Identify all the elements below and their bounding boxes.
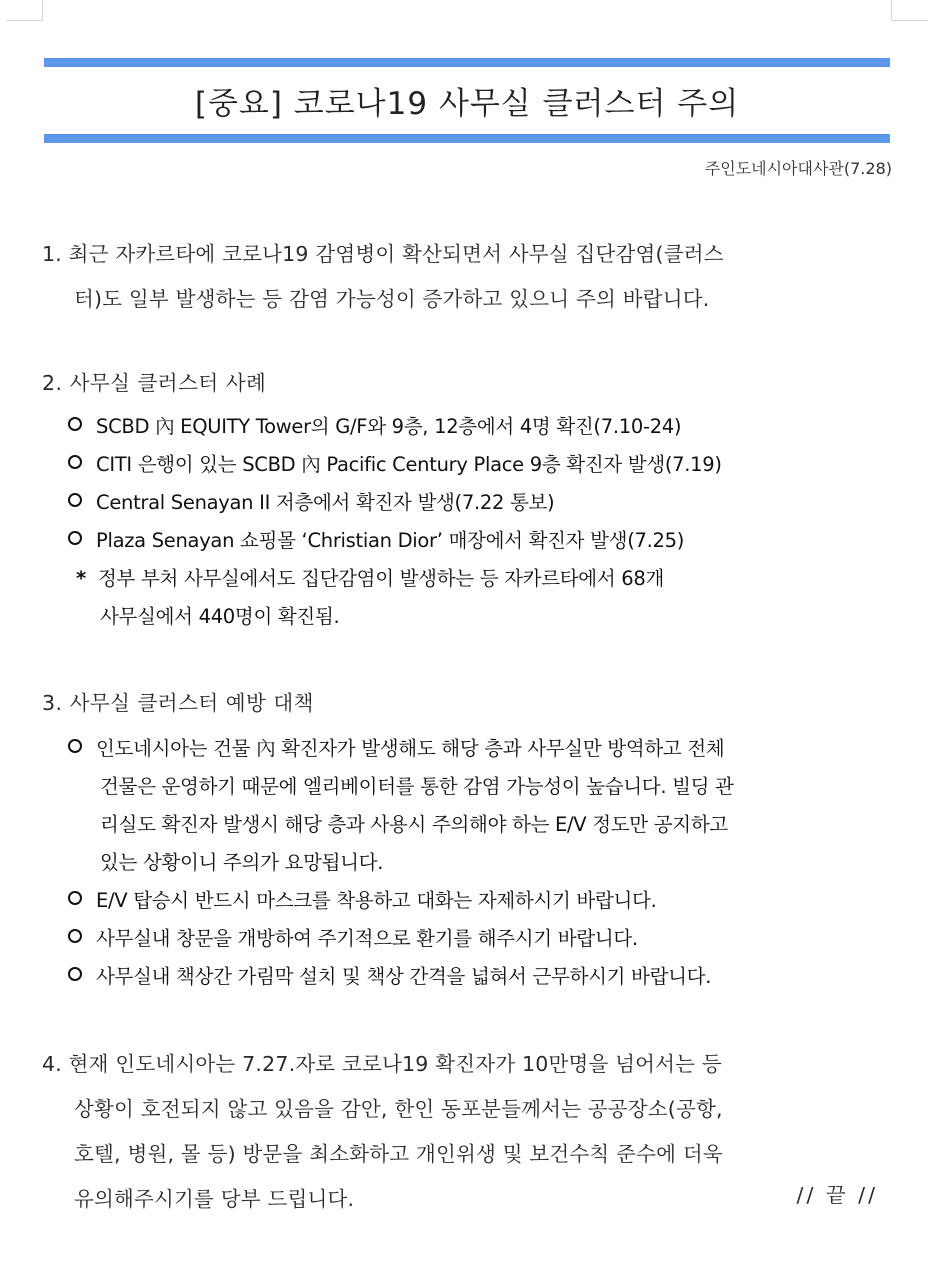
author-date: 주인도네시아대사관(7.28) (704, 159, 892, 178)
list-item-text-cont: 리실도 확진자 발생시 해당 층과 사용시 주의해야 하는 E/V 정도만 공지하고 (100, 813, 728, 836)
page-corner-left (6, 0, 43, 21)
section-3-list (68, 730, 896, 996)
list-item-text: CITI 은행이 있는 SCBD 內 Pacific Century Place 9층 확진자 발생(7.19) (96, 453, 722, 476)
paragraph-4-line-2: 상황이 호전되지 않고 있음을 감안, 한인 동포분들께서는 공공장소(공항, (74, 1097, 723, 1121)
paragraph-4-line-4: 유의해주시기를 당부 드립니다. (74, 1187, 355, 1211)
document-title: [중요] 코로나19 사무실 클러스터 주의 (194, 86, 740, 122)
bullet-circle-icon (68, 493, 82, 507)
list-item-text-cont: 있는 상황이니 주의가 요망됩니다. (100, 851, 384, 874)
list-item-text: E/V 탑승시 반드시 마스크를 착용하고 대화는 자제하시기 바랍니다. (96, 889, 657, 912)
section-2-heading: 2. 사무실 클러스터 사례 (42, 371, 267, 395)
list-item (68, 882, 896, 920)
bullet-circle-icon (68, 891, 82, 905)
section-3-heading: 3. 사무실 클러스터 예방 대책 (42, 691, 314, 715)
list-item (68, 484, 896, 522)
bullet-circle-icon (68, 929, 82, 943)
list-item-text: SCBD 內 EQUITY Tower의 G/F와 9층, 12층에서 4명 확진(7.10-24) (96, 415, 682, 438)
bullet-circle-icon (68, 739, 82, 753)
paragraph-4-line-3: 호텔, 병원, 몰 등) 방문을 최소화하고 개인위생 및 보건수칙 준수에 더욱 (74, 1142, 723, 1166)
list-item-text: 사무실내 책상간 가림막 설치 및 책상 간격을 넓혀서 근무하시기 바랍니다. (96, 965, 712, 988)
title-rule-bottom (44, 134, 890, 143)
list-item-text: Central Senayan II 저층에서 확진자 발생(7.22 통보) (96, 491, 555, 514)
note-item-cont (68, 598, 896, 636)
list-item (68, 408, 896, 446)
bullet-circle-icon (68, 531, 82, 545)
list-item (68, 522, 896, 560)
title-rule-top (44, 58, 890, 67)
note-item (68, 560, 896, 598)
page-corner-right (891, 0, 928, 21)
paragraph-4-line-1: 4. 현재 인도네시아는 7.27.자로 코로나19 확진자가 10만명을 넘어서는 등 (42, 1052, 722, 1076)
section-2-list (68, 408, 896, 636)
list-item-text-cont: 건물은 운영하기 때문에 엘리베이터를 통한 감염 가능성이 높습니다. 빌딩 관 (100, 775, 734, 798)
paragraph-1-line-2: 터)도 일부 발생하는 등 감염 가능성이 증가하고 있으니 주의 바랍니다. (74, 287, 710, 311)
asterisk-icon: * (76, 567, 86, 590)
bullet-circle-icon (68, 967, 82, 981)
bullet-circle-icon (68, 455, 82, 469)
paragraph-1 (42, 232, 892, 322)
list-item (68, 920, 896, 958)
list-item (68, 730, 896, 768)
paragraph-4 (42, 1042, 892, 1222)
list-item-text: 인도네시아는 건물 內 확진자가 발생해도 해당 층과 사무실만 방역하고 전체 (96, 737, 725, 760)
list-item-text: Plaza Senayan 쇼핑몰 ‘Christian Dior’ 매장에서 확진자 발생(7.25) (96, 529, 685, 552)
list-item (68, 958, 896, 996)
note-line-2: 사무실에서 440명이 확진됨. (100, 605, 340, 628)
paragraph-1-line-1: 1. 최근 자카르타에 코로나19 감염병이 확산되면서 사무실 집단감염(클러스 (42, 242, 724, 266)
end-mark: // 끝 // (796, 1183, 878, 1207)
list-item-text: 사무실내 창문을 개방하여 주기적으로 환기를 해주시기 바랍니다. (96, 927, 638, 950)
list-item (68, 446, 896, 484)
note-line-1: 정부 부처 사무실에서도 집단감염이 발생하는 등 자카르타에서 68개 (98, 567, 665, 590)
bullet-circle-icon (68, 417, 82, 431)
